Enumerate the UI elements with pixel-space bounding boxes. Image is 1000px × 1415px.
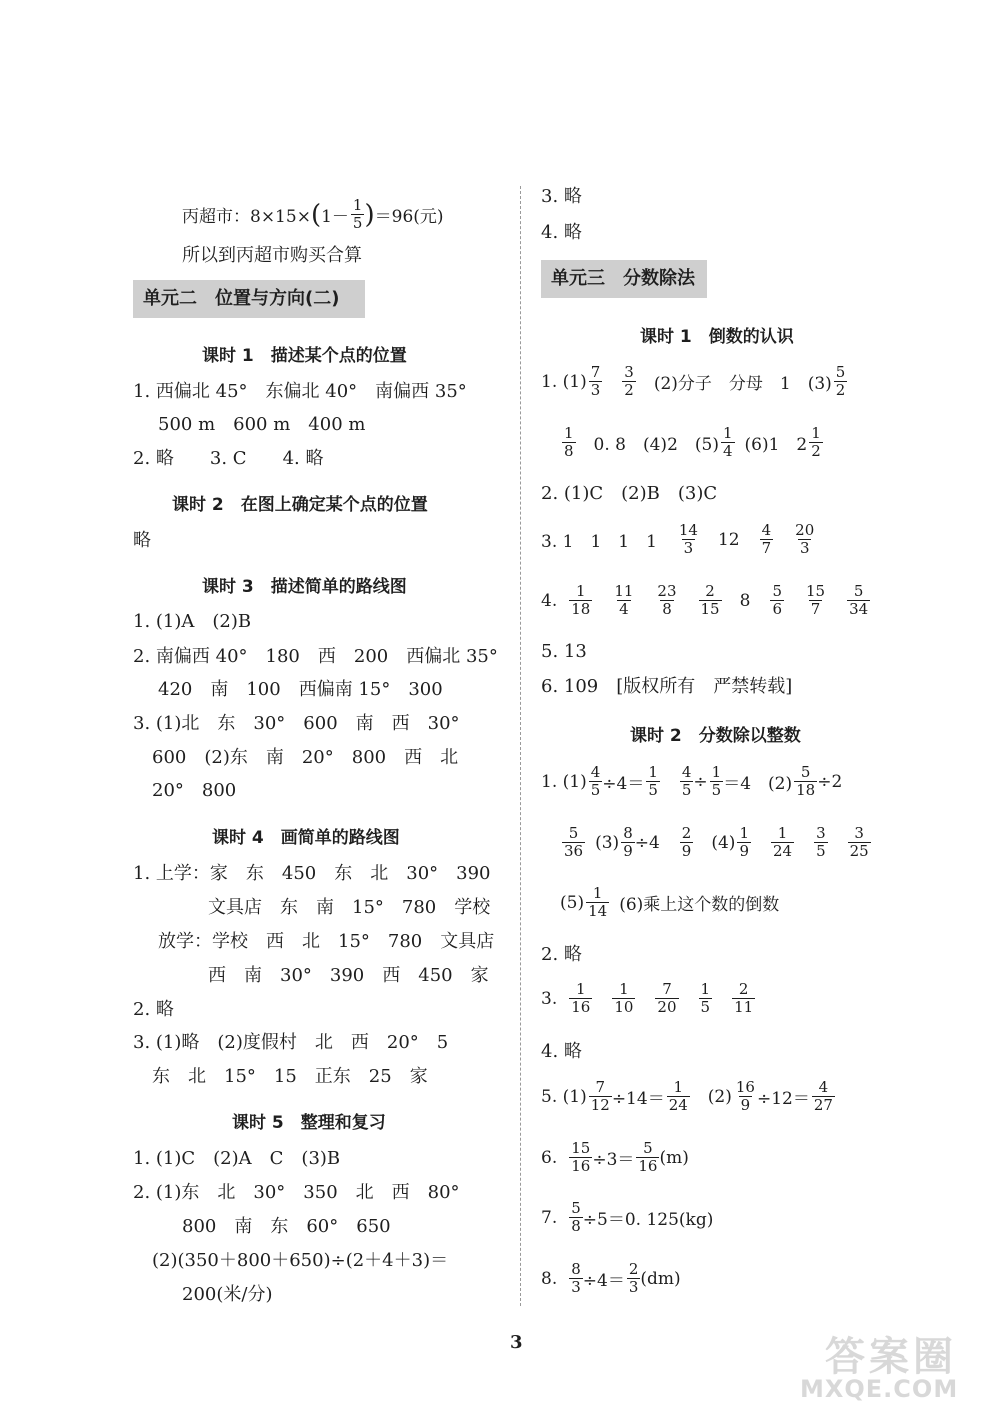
answer-line: 7. $\frac{5}{8}$ ÷5＝0. 125(kg)	[541, 1199, 714, 1235]
watermark-url: MXQE.COM	[800, 1375, 959, 1403]
watermark-logo	[800, 1325, 990, 1405]
answer-line: (2)(350＋800＋650)÷(2＋4＋3)＝	[152, 1250, 449, 1271]
answer-line: (5) $\frac{1}{14}$ (6)乘上这个数的倒数	[560, 884, 780, 920]
answer-line: 420 南 100 西偏南 15° 300	[158, 679, 443, 700]
answer-line: 20° 800	[152, 780, 237, 801]
lesson-title: 课时 1 倒数的认识	[640, 327, 794, 347]
lesson-title: 课时 1 描述某个点的位置	[202, 346, 407, 366]
answer-line: 西 南 30° 390 西 450 家	[208, 965, 489, 986]
answer-line: 3. (1)略 (2)度假村 北 西 20° 5	[133, 1032, 449, 1053]
answer-line: 1. 上学：家 东 450 东 北 30° 390	[133, 863, 491, 884]
answer-line: 4. 略	[541, 222, 582, 243]
answer-line: 8. $\frac{8}{3}$ ÷4＝ $\frac{2}{3}$ (dm)	[541, 1260, 681, 1296]
answer-line: 2. (1)东 北 30° 350 北 西 80°	[133, 1182, 460, 1203]
answer-line: 6. $\frac{15}{16}$ ÷3＝ $\frac{5}{16}$ (m)	[541, 1139, 689, 1175]
answer-line: 放学：学校 西 北 15° 780 文具店	[158, 931, 495, 952]
lesson-title: 课时 4 画简单的路线图	[212, 828, 400, 848]
answer-line: 600 (2)东 南 20° 800 西 北	[152, 747, 459, 768]
answer-line: 1. (1)A (2)B	[133, 611, 252, 632]
answer-line: 文具店 东 南 15° 780 学校	[208, 897, 491, 918]
lesson-title: 课时 5 整理和复习	[232, 1113, 386, 1133]
answer-line: 4. 略	[541, 1041, 582, 1062]
column-divider	[520, 186, 521, 1306]
lesson-title: 课时 2 在图上确定某个点的位置	[172, 495, 428, 515]
answer-line: 东 北 15° 15 正东 25 家	[152, 1066, 428, 1087]
answer-line: 2. (1)C (2)B (3)C	[541, 483, 718, 504]
answer-line: 2. 略	[541, 944, 582, 965]
left-top-line1: 丙超市：8×15× ( 1－ $\frac{1}{5}$ ) ＝96(元)	[182, 196, 444, 232]
answer-line: 3. (1)北 东 30° 600 南 西 30°	[133, 713, 460, 734]
answer-line: 800 南 东 60° 650	[182, 1216, 391, 1237]
unit3-title: 单元三 分数除法	[541, 260, 707, 298]
answer-line: 6. 109 [版权所有 严禁转载]	[541, 676, 793, 697]
answer-line: $\frac{5}{36}$ (3) $\frac{8}{9}$ ÷4 $\frac{2}{9}$ (4) $\frac{1}{9}$ $\frac{1}{24}$ $\frac{3}{5}$ $\frac{3}{25}$	[564, 824, 869, 860]
answer-line: 4. $\frac{1}{18}$ $\frac{11}{4}$ $\frac{23}{8}$ $\frac{2}{15}$ 8 $\frac{5}{6}$ $\frac{15}{7}$ $\frac{5}{34}$	[541, 582, 869, 618]
answer-line: 2. 略	[133, 999, 174, 1020]
answer-line: 500 m 600 m 400 m	[158, 414, 366, 435]
answer-line: 略	[133, 530, 151, 551]
answer-line: 2. 略 3. C 4. 略	[133, 448, 324, 469]
page-number: 3	[510, 1332, 523, 1353]
answer-line: 2. 南偏西 40° 180 西 200 西偏北 35°	[133, 646, 498, 667]
left-top-line2: 所以到丙超市购买合算	[182, 245, 362, 266]
answer-line: 1. 西偏北 45° 东偏北 40° 南偏西 35°	[133, 381, 467, 402]
answer-line: $\frac{1}{8}$ 0. 8 (4)2 (5) $\frac{1}{4}$ (6)1 2 $\frac{1}{2}$	[564, 424, 821, 460]
answer-line: 1. (1) $\frac{7}{3}$ $\frac{3}{2}$ (2)分子 分母 1 (3) $\frac{5}{2}$	[541, 363, 846, 399]
answer-line: 5. 13	[541, 641, 587, 662]
answer-line: 200(米/分)	[182, 1284, 273, 1305]
watermark-text: 答案圈	[825, 1334, 957, 1380]
answer-line: 3. $\frac{1}{16}$ $\frac{1}{10}$ $\frac{7}{20}$ $\frac{1}{5}$ $\frac{2}{11}$	[541, 980, 754, 1016]
answer-line: 3. 略	[541, 186, 582, 207]
answer-line: 1. (1) $\frac{4}{5}$ ÷4＝ $\frac{1}{5}$ $\frac{4}{5}$ ÷ $\frac{1}{5}$ ＝4 (2) $\frac{5}{18}$ ÷2	[541, 763, 843, 799]
answer-line: 5. (1) $\frac{7}{12}$ ÷14＝ $\frac{1}{24}$ (2) $\frac{16}{9}$ ÷12＝ $\frac{4}{27}$	[541, 1078, 833, 1114]
answer-line: 1. (1)C (2)A C (3)B	[133, 1148, 341, 1169]
answer-line: 3. 1 1 1 1 $\frac{14}{3}$ 12 $\frac{4}{7}$ $\frac{20}{3}$	[541, 521, 815, 557]
lesson-title: 课时 2 分数除以整数	[630, 726, 801, 746]
lesson-title: 课时 3 描述简单的路线图	[202, 577, 407, 597]
unit2-title: 单元二 位置与方向(二)	[133, 280, 365, 318]
